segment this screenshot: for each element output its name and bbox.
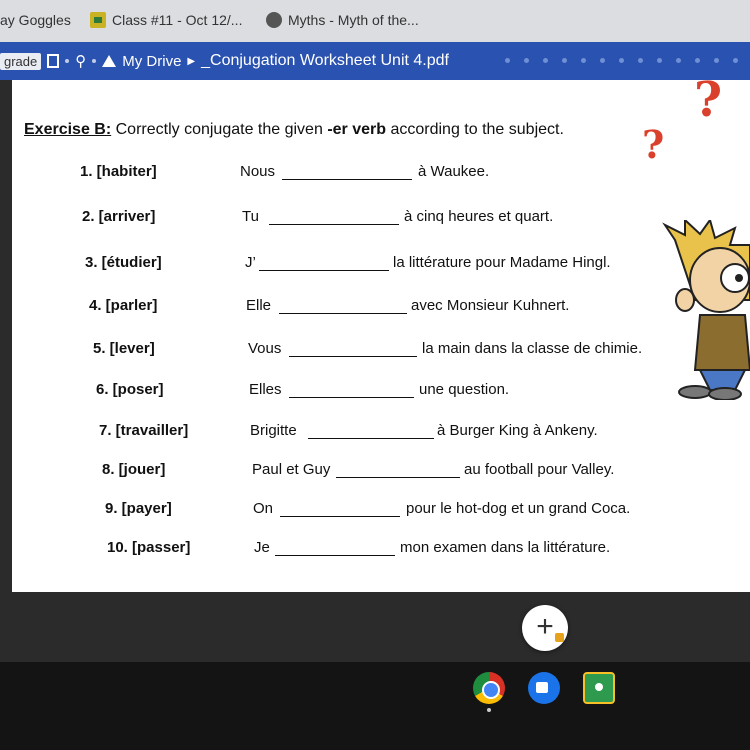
answer-blank[interactable] <box>289 356 417 357</box>
bookmark-class-11[interactable] <box>90 12 242 28</box>
verb-label: 8. [jouer] <box>102 461 166 478</box>
pdf-page <box>12 72 750 592</box>
sentence-rest: avec Monsieur Kuhnert. <box>411 297 570 314</box>
answer-blank[interactable] <box>269 224 399 225</box>
question-mark-icon: ? <box>642 122 665 167</box>
subject: Tu <box>242 208 259 225</box>
document-viewer <box>0 72 750 662</box>
bookmark-goggles[interactable] <box>0 12 71 28</box>
separator-dot-icon <box>65 59 69 63</box>
sentence-rest: à Waukee. <box>418 163 490 180</box>
classroom-icon[interactable] <box>583 672 615 704</box>
subject: On <box>253 500 274 517</box>
verb-label: 4. [parler] <box>89 297 158 314</box>
sentence-rest: une question. <box>419 381 510 398</box>
classroom-icon <box>90 12 106 28</box>
question-mark-icon: ? <box>694 72 723 128</box>
sentence-rest: la main dans la classe de chimie. <box>422 340 643 357</box>
verb-label: 2. [arriver] <box>82 208 156 225</box>
verb-label: 9. [payer] <box>105 500 172 517</box>
verb-label: 5. [lever] <box>93 340 155 357</box>
verb-label: 6. [poser] <box>96 381 164 398</box>
verb-label: 3. [étudier] <box>85 254 162 271</box>
instruction-text: Correctly conjugate the given <box>115 121 323 138</box>
bookmarks-bar <box>0 0 750 42</box>
exercise-heading <box>24 121 564 139</box>
add-button[interactable]: + <box>522 605 568 651</box>
doc-icon[interactable] <box>47 54 59 68</box>
toolbar-dots <box>505 58 750 63</box>
subject: Brigitte <box>250 422 297 439</box>
bookmark-label: Class #11 - Oct 12/... <box>112 12 243 28</box>
answer-blank[interactable] <box>336 477 460 478</box>
bookmark-myths[interactable] <box>266 12 419 28</box>
verb-label: 7. [travailler] <box>99 422 189 439</box>
search-icon[interactable]: ⚲ <box>75 53 87 70</box>
globe-icon <box>266 12 282 28</box>
subject: Paul et Guy <box>252 461 331 478</box>
sentence-rest: au football pour Valley. <box>464 461 615 478</box>
bookmark-label: Myths - Myth of the... <box>288 12 419 28</box>
confused-boy-illustration <box>655 220 750 400</box>
subject: Je <box>254 539 270 556</box>
subject: Elles <box>249 381 282 398</box>
verb-label: 10. [passer] <box>107 539 191 556</box>
verb-label: 1. [habiter] <box>80 163 157 180</box>
instruction-text: according to the subject. <box>390 121 564 138</box>
lock-icon <box>555 633 564 642</box>
sentence-rest: à cinq heures et quart. <box>404 208 554 225</box>
subject: Elle <box>246 297 272 314</box>
answer-blank[interactable] <box>259 270 389 271</box>
instruction-bold: -er verb <box>327 121 387 138</box>
active-indicator <box>487 708 491 712</box>
answer-blank[interactable] <box>279 313 407 314</box>
answer-blank[interactable] <box>282 179 412 180</box>
answer-blank[interactable] <box>280 516 400 517</box>
sentence-rest: la littérature pour Madame Hingl. <box>393 254 611 271</box>
subject: Vous <box>248 340 282 357</box>
os-shelf <box>0 662 750 750</box>
answer-blank[interactable] <box>289 397 414 398</box>
chrome-icon[interactable] <box>473 672 505 704</box>
meet-icon[interactable] <box>528 672 560 704</box>
grade-button[interactable]: grade <box>0 53 41 70</box>
subject: Nous <box>240 163 276 180</box>
drive-icon <box>102 55 116 67</box>
separator-dot-icon <box>92 59 96 63</box>
subject: J’ <box>245 254 256 271</box>
answer-blank[interactable] <box>275 555 395 556</box>
sentence-rest: à Burger King à Ankeny. <box>437 422 598 439</box>
chevron-right-icon: ▶ <box>187 55 196 67</box>
answer-blank[interactable] <box>308 438 434 439</box>
pdf-toolbar <box>0 42 750 80</box>
exercise-label: Exercise B: <box>24 121 112 138</box>
breadcrumb-my-drive[interactable]: My Drive <box>122 52 182 70</box>
sentence-rest: pour le hot-dog et un grand Coca. <box>406 500 631 517</box>
file-title: _Conjugation Worksheet Unit 4.pdf <box>201 52 449 69</box>
bookmark-label: ay Goggles <box>0 12 71 28</box>
sentence-rest: mon examen dans la littérature. <box>400 539 611 556</box>
